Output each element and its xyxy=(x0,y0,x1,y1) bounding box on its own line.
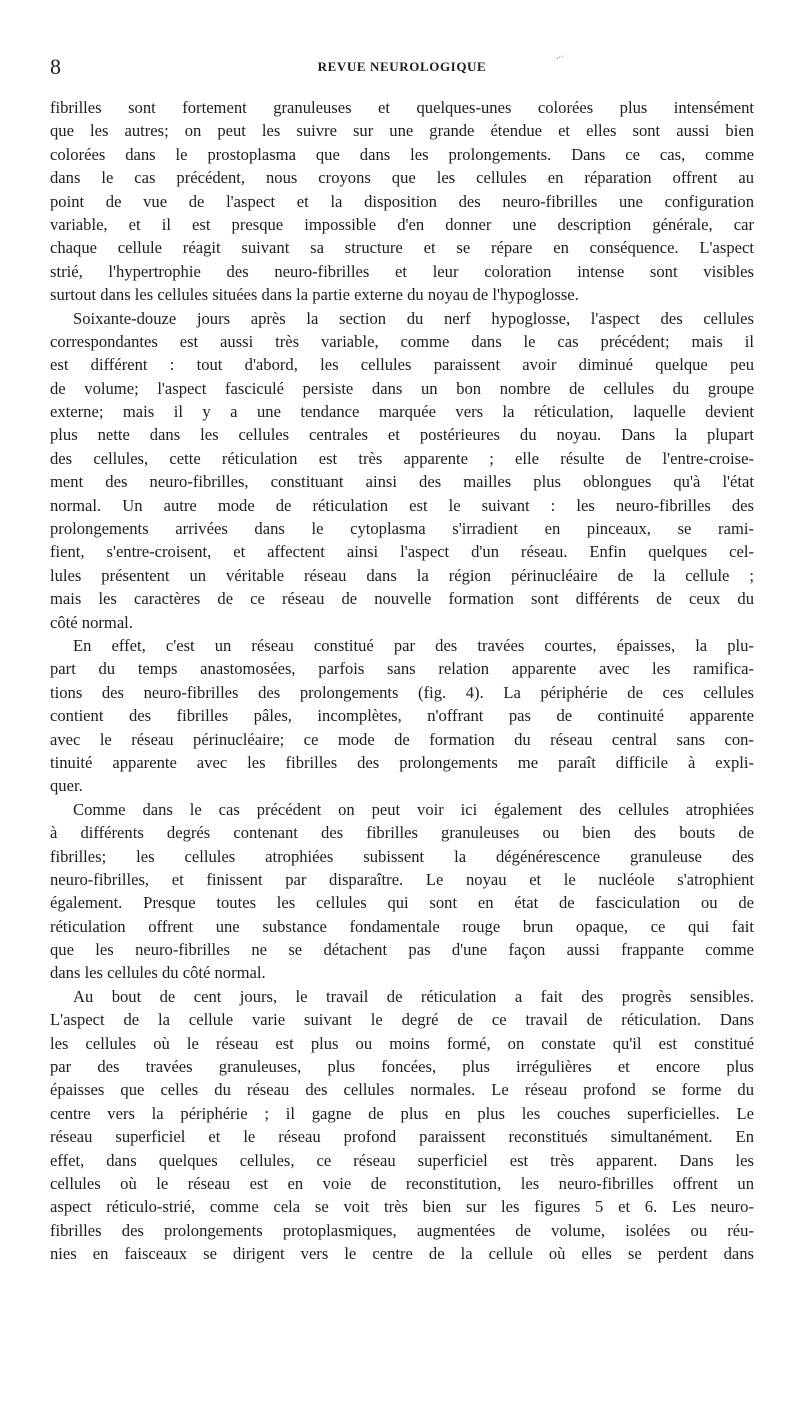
text-line: point de vue de l'aspect et la disposition des neuro-fibrilles une configuration xyxy=(50,191,754,211)
text-line: est différent : tout d'abord, les cellules paraissent avoir diminué quelque peu xyxy=(50,355,754,375)
text-line: colorées dans le prostoplasma que dans les prolongements. Dans ce cas, comme xyxy=(50,144,754,164)
text-line: avec le réseau périnucléaire; ce mode de formation du réseau central sans con- xyxy=(50,729,754,749)
text-line: strié, l'hypertrophie des neuro-fibrilles et leur coloration intense sont visibles xyxy=(50,261,754,281)
text-line: fibrilles des prolongements protoplasmiques, augmentées de volume, isolées ou réu- xyxy=(50,1220,754,1240)
running-head xyxy=(50,48,754,80)
paragraph xyxy=(50,985,754,1266)
text-line: tinuité apparente avec les fibrilles des prolongements me paraît difficile à expli- xyxy=(50,752,754,772)
text-line: effet, dans quelques cellules, ce réseau superficiel est très apparent. Dans les xyxy=(50,1150,754,1170)
stray-print-mark: ... xyxy=(553,48,565,63)
article-body xyxy=(50,96,754,1266)
text-line: fibrilles; les cellules atrophiées subissent la dégénérescence granuleuse des xyxy=(50,846,754,866)
text-line: les cellules où le réseau est plus ou moins formé, on constate qu'il est constitué xyxy=(50,1033,754,1053)
text-line: réticulation offrent une substance fondamentale rouge brun opaque, ce qui fait xyxy=(50,916,754,936)
text-line: correspondantes est aussi très variable, comme dans le cas précédent; mais il xyxy=(50,331,754,351)
text-line: fient, s'entre-croisent, et affectent ainsi l'aspect d'un réseau. Enfin quelques cel- xyxy=(50,542,754,562)
text-line: chaque cellule réagit suivant sa structure et se répare en conséquence. L'aspect xyxy=(50,238,754,258)
text-line: contient des fibrilles pâles, incomplètes, n'offrant pas de continuité apparente xyxy=(50,706,754,726)
text-line: part du temps anastomosées, parfois sans relation apparente avec les ramifica- xyxy=(50,659,754,679)
text-line: tions des neuro-fibrilles des prolongements (fig. 4). La périphérie de ces cellules xyxy=(50,682,754,702)
text-line: également. Presque toutes les cellules qui sont en état de fasciculation ou de xyxy=(50,893,754,913)
text-line: dans le cas précédent, nous croyons que les cellules en réparation offrent au xyxy=(50,168,754,188)
text-line: Au bout de cent jours, le travail de réticulation a fait des progrès sensibles. xyxy=(73,986,754,1006)
paragraph xyxy=(50,634,754,798)
text-line: externe; mais il y a une tendance marquée vers la réticulation, laquelle devient xyxy=(50,402,754,422)
paragraph xyxy=(50,307,754,634)
text-line: épaisses que celles du réseau des cellules normales. Le réseau profond se forme du xyxy=(50,1080,754,1100)
text-line: variable, et il est presque impossible d'en donner une description générale, car xyxy=(50,214,754,234)
journal-title: REVUE NEUROLOGIQUE xyxy=(317,59,487,74)
text-line: L'aspect de la cellule varie suivant le degré de ce travail de réticulation. Dans xyxy=(50,1010,754,1030)
text-line: normal. Un autre mode de réticulation est le suivant : les neuro-fibrilles des xyxy=(50,495,754,515)
text-line: plus nette dans les cellules centrales et postérieures du noyau. Dans la plupart xyxy=(50,425,754,445)
text-line: mais les caractères de ce réseau de nouvelle formation sont différents de ceux du xyxy=(50,589,754,609)
text-line: de volume; l'aspect fasciculé persiste dans un bon nombre de cellules du groupe xyxy=(50,378,754,398)
text-line: Comme dans le cas précédent on peut voir ici également des cellules atrophiées xyxy=(73,799,754,819)
text-line: lules présentent un véritable réseau dans la région périnucléaire de la cellule ; xyxy=(50,565,754,585)
text-line: surtout dans les cellules situées dans la partie externe du noyau de l'hypoglosse. xyxy=(50,285,579,305)
text-line: Soixante-douze jours après la section du nerf hypoglosse, l'aspect des cellules xyxy=(73,308,754,328)
text-line: des cellules, cette réticulation est très apparente ; elle résulte de l'entre-croise- xyxy=(50,448,754,468)
text-line: par des travées granuleuses, plus foncées, plus irrégulières et encore plus xyxy=(50,1057,754,1077)
text-line: côté normal. xyxy=(50,612,133,632)
text-line: neuro-fibrilles, et finissent par disparaître. Le noyau et le nucléole s'atrophient xyxy=(50,869,754,889)
text-line: nies en faisceaux se dirigent vers le centre de la cellule où elles se perdent dans xyxy=(50,1244,754,1264)
text-line: prolongements arrivées dans le cytoplasma s'irradient en pinceaux, se rami- xyxy=(50,519,754,539)
text-line: cellules où le réseau est en voie de reconstitution, les neuro-fibrilles offrent un xyxy=(50,1173,754,1193)
text-line: ment des neuro-fibrilles, constituant ainsi des mailles plus oblongues qu'à l'état xyxy=(50,472,754,492)
text-line: aspect réticulo-strié, comme cela se voit très bien sur les figures 5 et 6. Les neuro- xyxy=(50,1197,754,1217)
text-line: En effet, c'est un réseau constitué par des travées courtes, épaisses, la plu- xyxy=(73,635,754,655)
text-line: quer. xyxy=(50,776,83,796)
paragraph xyxy=(50,96,754,307)
text-line: que les autres; on peut les suivre sur une grande étendue et elles sont aussi bien xyxy=(50,121,754,141)
text-line: à différents degrés contenant des fibrilles granuleuses ou bien des bouts de xyxy=(50,823,754,843)
text-line: dans les cellules du côté normal. xyxy=(50,963,266,983)
text-line: fibrilles sont fortement granuleuses et quelques-unes colorées plus intensément xyxy=(50,98,754,117)
text-line: centre vers la périphérie ; il gagne de plus en plus les couches superficielles. Le xyxy=(50,1103,754,1123)
page-number: 8 xyxy=(50,54,61,79)
paragraph xyxy=(50,798,754,985)
text-line: réseau superficiel et le réseau profond paraissent reconstitués simultanément. En xyxy=(50,1127,754,1147)
text-line: que les neuro-fibrilles ne se détachent pas d'une façon aussi frappante comme xyxy=(50,940,754,960)
